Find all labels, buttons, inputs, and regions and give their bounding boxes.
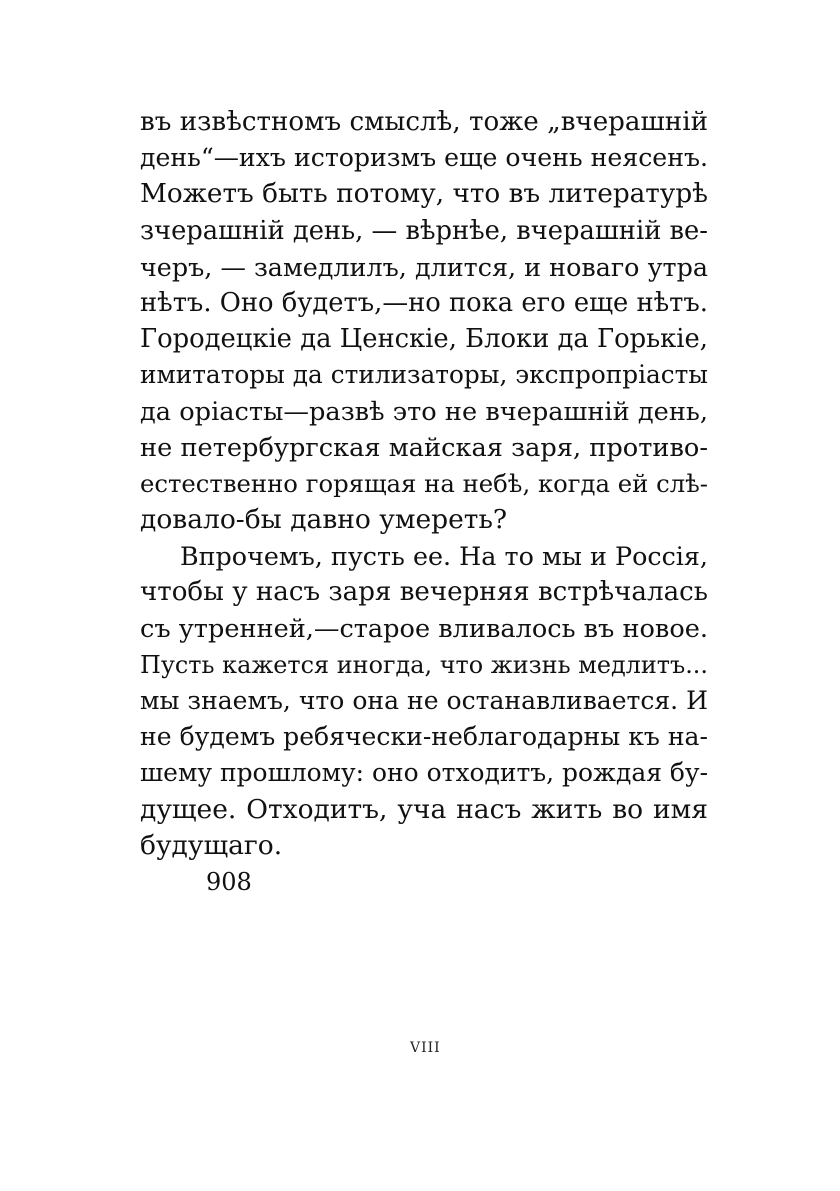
text-line: довало-бы давно умереть? bbox=[140, 504, 508, 536]
text-line: дущее. Отходитъ, уча насъ жить во имя bbox=[140, 793, 708, 825]
text-line: имитаторы да стилизаторы, экспропріасты bbox=[140, 360, 708, 390]
text-line: Пусть кажется иногда, что жизнь медлитъ... bbox=[140, 650, 708, 679]
text-line: Впрочемъ, пусть ее. На то мы и Россія, bbox=[180, 541, 708, 572]
text-line: будущаго. bbox=[140, 829, 283, 861]
text-line: чтобы у насъ заря вечерняя встрѣчалась bbox=[140, 577, 708, 608]
text-line: да оріасты—развѣ это не вчерашній день, bbox=[140, 396, 708, 427]
text-line: естественно горящая на небѣ, когда ей слѣ- bbox=[140, 468, 708, 498]
text-line: шему прошлому: оно отходитъ, рождая бу- bbox=[140, 758, 708, 788]
text-line: въ извѣстномъ смыслѣ, тоже „вчерашній bbox=[140, 107, 708, 137]
paragraph-1 bbox=[140, 104, 708, 538]
text-line: съ утренней,—старое вливалось въ новое. bbox=[140, 613, 708, 644]
body-text bbox=[140, 104, 708, 864]
text-line: черъ, — замедлилъ, длится, и новаго утра bbox=[140, 251, 708, 282]
text-line: не будемъ ребячески-неблагодарны къ на- bbox=[140, 722, 708, 752]
text-line: Городецкіе да Ценскіе, Блоки да Горькіе, bbox=[140, 324, 708, 355]
text-line: Можетъ быть потому, что въ литературѣ bbox=[140, 179, 708, 210]
text-line: зчерашній день, — вѣрнѣе, вчерашній ве- bbox=[140, 215, 708, 246]
text-line: мы знаемъ, что она не останавливается. И bbox=[140, 686, 708, 715]
text-line: нѣтъ. Оно будетъ,—но пока его еще нѣтъ. bbox=[140, 287, 708, 318]
text-line: день“—ихъ историзмъ еще очень неясенъ. bbox=[140, 143, 708, 173]
page-number: 908 bbox=[206, 868, 252, 896]
paragraph-2 bbox=[140, 538, 708, 864]
text-line: не петербургская майская заря, противо- bbox=[140, 432, 708, 463]
signature-mark: VIII bbox=[410, 1040, 441, 1056]
